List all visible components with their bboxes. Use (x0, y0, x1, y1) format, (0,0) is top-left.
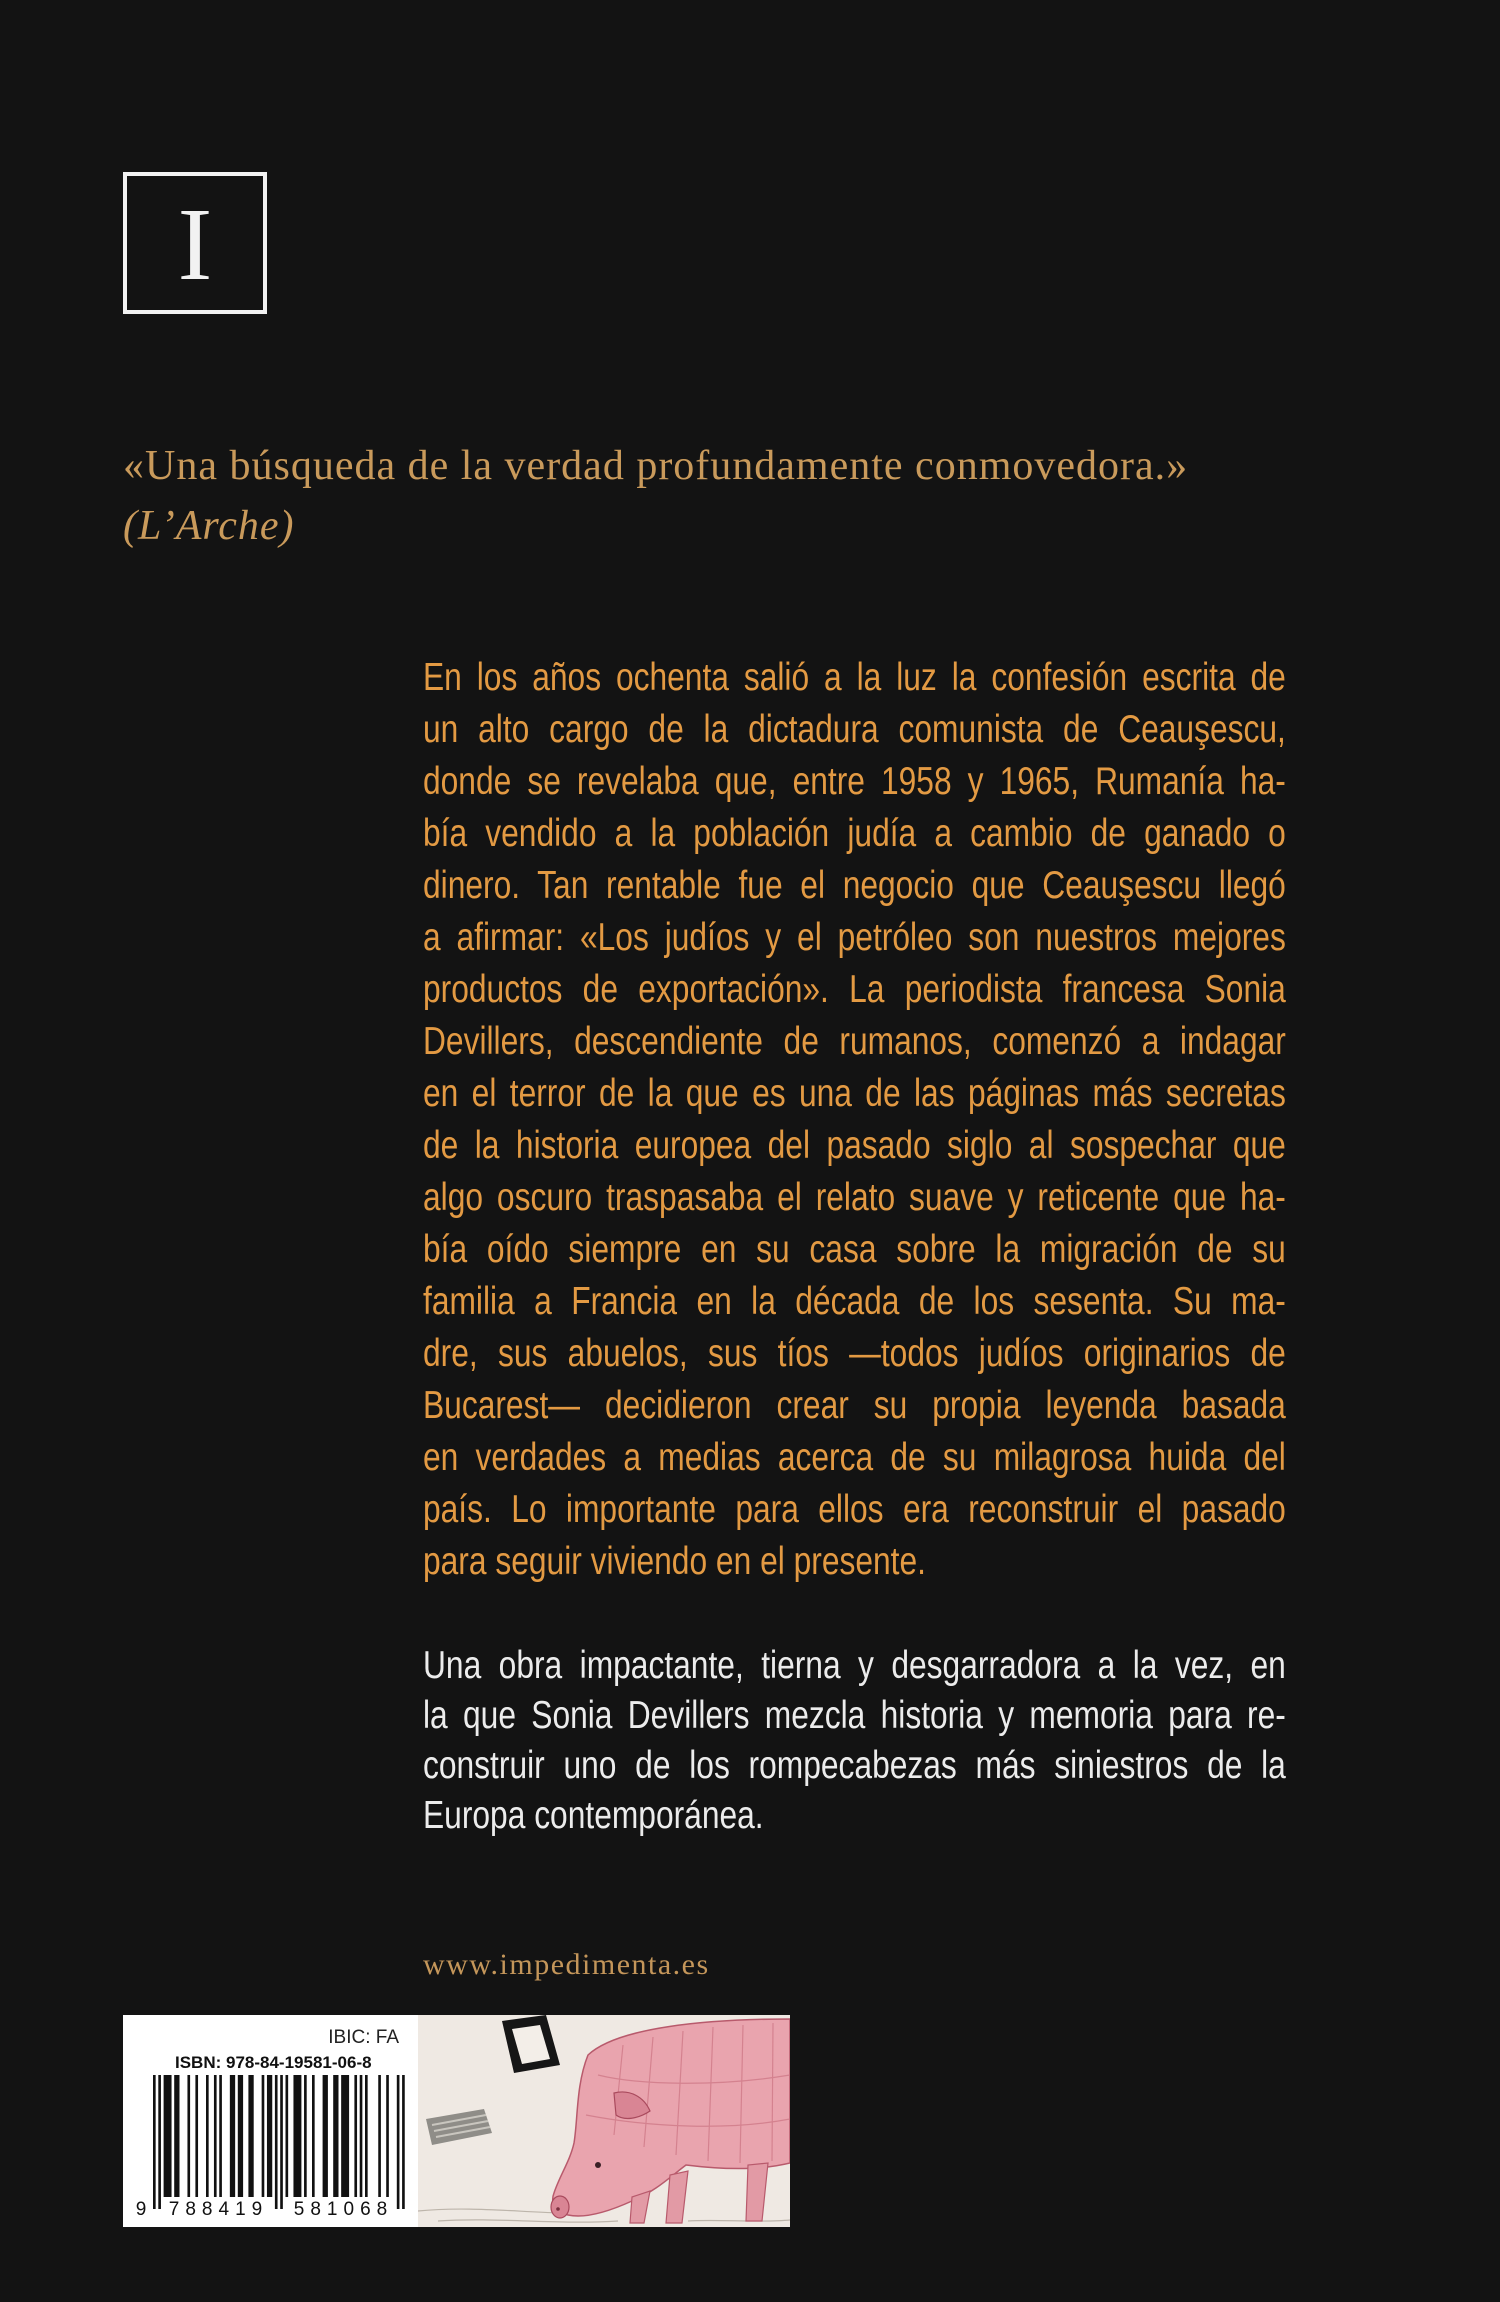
synopsis-line: para seguir viviendo en el presente. (423, 1540, 926, 1583)
isbn-number: ISBN: 978-84-19581-06-8 (175, 2053, 372, 2072)
barcode-bar (378, 2075, 381, 2197)
synopsis-paragraph-1 (423, 652, 1483, 1588)
synopsis-line: un alto cargo de la dictadura comunista de Ceauşescu, (423, 708, 1286, 751)
barcode-digit-first: 9 (135, 2199, 147, 2220)
barcode-digits-left: 788419 (168, 2199, 269, 2220)
synopsis-line: construir uno de los rompecabezas más siniestros de la (423, 1744, 1286, 1787)
barcode-bar (267, 2075, 272, 2197)
logo-mark: I (177, 187, 213, 302)
synopsis-line: Bucarest— decidieron crear su propia leyenda basada (423, 1384, 1286, 1427)
barcode-bar (158, 2075, 161, 2209)
barcode-bar (360, 2075, 363, 2197)
barcode-bar (286, 2075, 289, 2197)
barcode-bars (153, 2075, 405, 2209)
barcode-bar (275, 2075, 278, 2209)
barcode-bar (230, 2075, 235, 2197)
barcode-block (123, 2015, 790, 2227)
synopsis-line: algo oscuro traspasaba el relato suave y reticente que ha- (423, 1176, 1286, 1219)
barcode-bar (397, 2075, 400, 2209)
synopsis-line: bía oído siempre en su casa sobre la migración de su (423, 1228, 1286, 1271)
synopsis-line: dre, sus abuelos, sus tíos —todos judíos originarios de (423, 1332, 1286, 1375)
barcode-bar (365, 2075, 368, 2197)
barcode-bar (238, 2075, 243, 2197)
synopsis-line: bía vendido a la población judía a cambio de ganado o (423, 812, 1286, 855)
ibic-code: IBIC: FA (328, 2027, 399, 2048)
barcode-bar (219, 2075, 222, 2197)
barcode-bar (187, 2075, 190, 2197)
synopsis-line: productos de exportación». La periodista francesa Sonia (423, 968, 1286, 1011)
barcode-bar (214, 2075, 217, 2197)
publisher-website: www.impedimenta.es (423, 1948, 710, 1981)
press-quote (123, 436, 1188, 556)
barcode-bar (164, 2075, 172, 2197)
synopsis-line: donde se revelaba que, entre 1958 y 1965, Rumanía ha- (423, 760, 1286, 803)
synopsis-line: familia a Francia en la década de los sesenta. Su ma- (423, 1280, 1286, 1323)
barcode-bar (304, 2075, 307, 2197)
barcode-bar (248, 2075, 253, 2197)
synopsis-line: en verdades a medias acerca de su milagrosa huida del (423, 1436, 1286, 1479)
barcode-bar (341, 2075, 349, 2197)
synopsis-line: la que Sonia Devillers mezcla historia y memoria para re- (423, 1694, 1286, 1737)
barcode-bar (293, 2075, 301, 2197)
barcode-bar (323, 2075, 328, 2197)
publisher-logo (123, 172, 267, 314)
barcode-bar (206, 2075, 209, 2197)
pig-illustration (418, 2015, 790, 2227)
barcode-bar (333, 2075, 338, 2197)
synopsis-line: En los años ochenta salió a la luz la confesión escrita de (423, 656, 1286, 699)
barcode-bar (262, 2075, 265, 2197)
barcode-bar (386, 2075, 389, 2197)
synopsis-line: Una obra impactante, tierna y desgarradora a la vez, en (423, 1644, 1286, 1687)
barcode-bar (174, 2075, 179, 2197)
synopsis-line: en el terror de la que es una de las páginas más secretas (423, 1072, 1286, 1115)
quote-text: «Una búsqueda de la verdad profundamente conmovedora.» (123, 443, 1189, 489)
barcode-bar (312, 2075, 315, 2197)
barcode-bar (402, 2075, 405, 2209)
synopsis-line: a afirmar: «Los judíos y el petróleo son nuestros mejores (423, 916, 1286, 959)
barcode-bar (195, 2075, 198, 2197)
synopsis-line: de la historia europea del pasado siglo al sospechar que (423, 1124, 1286, 1167)
synopsis-paragraph-2 (423, 1641, 1483, 1841)
barcode-bar (280, 2075, 283, 2209)
synopsis-line: Devillers, descendiente de rumanos, comenzó a indagar (423, 1020, 1286, 1063)
barcode-bar (153, 2075, 156, 2209)
synopsis-line: país. Lo importante para ellos era reconstruir el pasado (423, 1488, 1286, 1531)
quote-source: (L’Arche) (123, 503, 295, 549)
barcode-bar (354, 2075, 357, 2197)
barcode-digits-right: 581068 (293, 2199, 394, 2220)
synopsis-line: Europa contemporánea. (423, 1794, 764, 1837)
synopsis-line: dinero. Tan rentable fue el negocio que Ceauşescu llegó (423, 864, 1286, 907)
